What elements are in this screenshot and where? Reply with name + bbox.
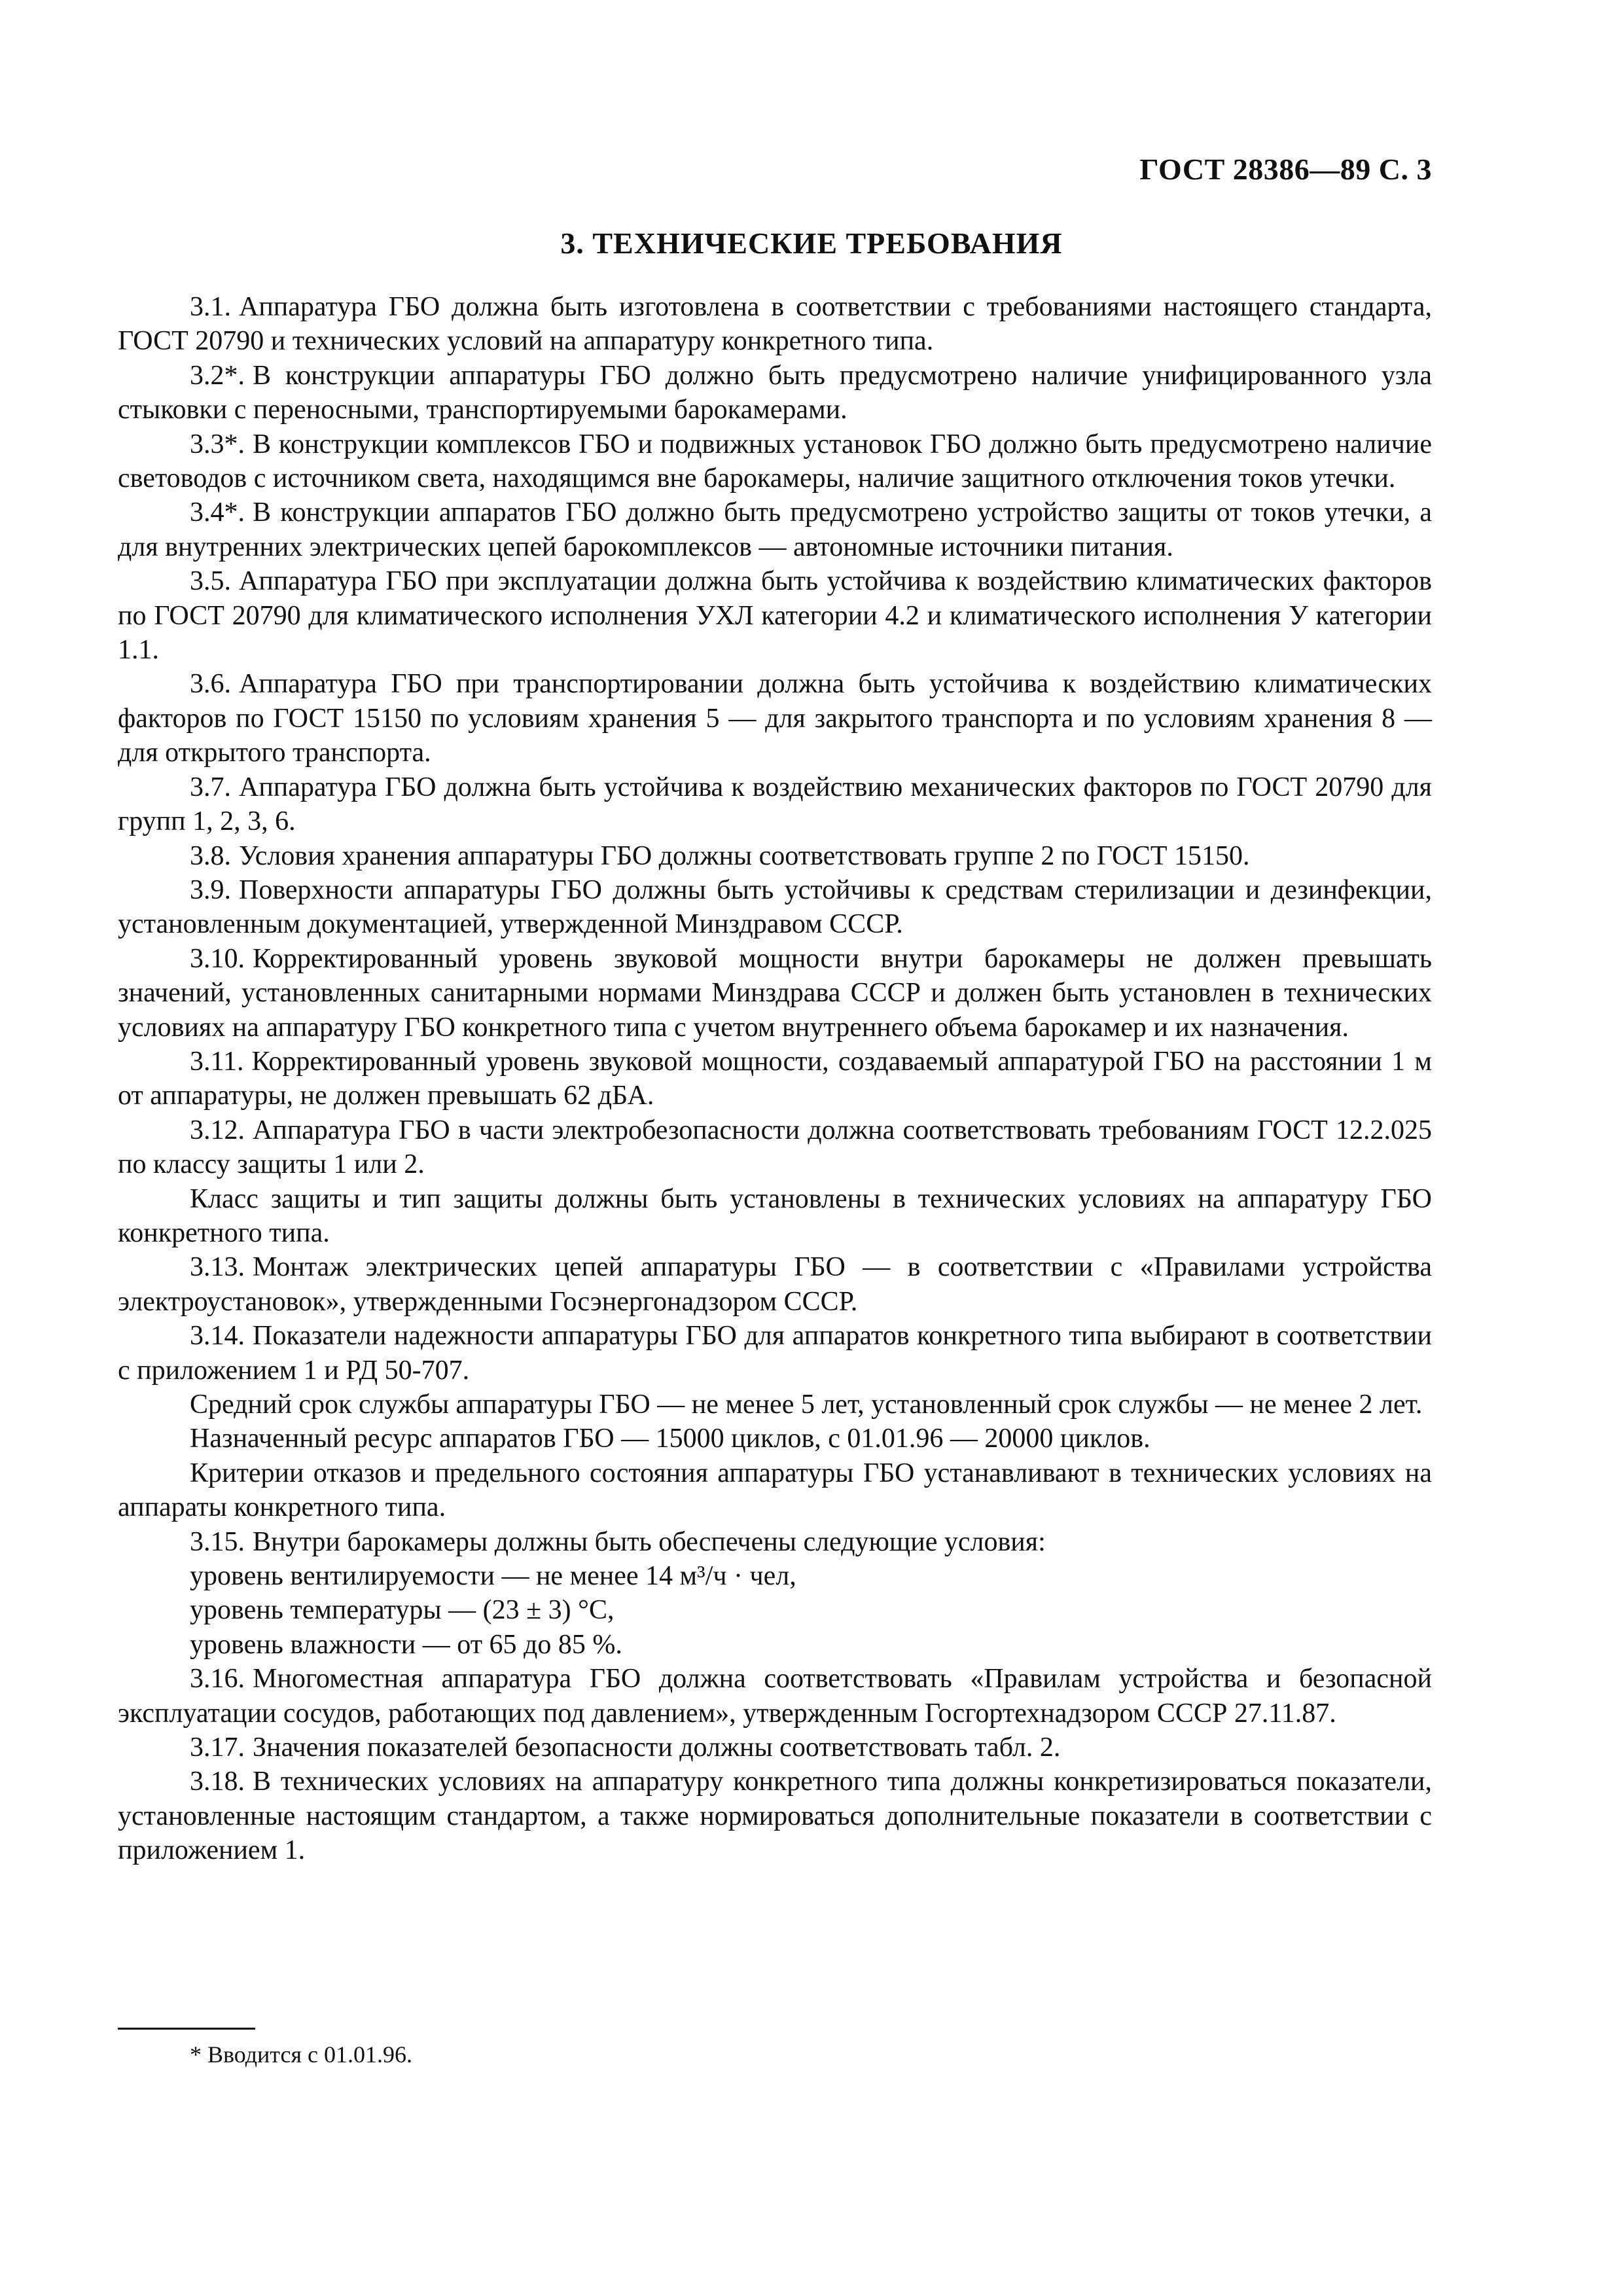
paragraph-number: 3.15. [190,1526,245,1557]
paragraph-text: Условия хранения аппаратуры ГБО должны соответствовать группе 2 по ГОСТ 15150. [239,840,1250,871]
paragraph-text: Значения показателей безопасности должны соответствовать табл. 2. [253,1732,1061,1763]
paragraph-3-11 [118,1045,1432,1113]
paragraph-3-13 [118,1250,1432,1319]
paragraph-number: 3.8. [190,840,231,871]
condition-ventilation: уровень вентилируемости — не менее 14 м³/ч · чел, [190,1561,796,1592]
paragraph-text: Критерии отказов и предельного состояния аппаратуры ГБО устанавливают в технических условиях на аппараты конкретного типа. [118,1458,1432,1523]
paragraph-text: В конструкции комплексов ГБО и подвижных установок ГБО должно быть предусмотрено наличие световодов с источником света, находящимся вне барокамеры, наличие защитного отключения токов утечки. [118,429,1432,494]
paragraph-text: Аппаратура ГБО в части электробезопасности должна соответствовать требованиям ГОСТ 12.2.025 по классу защиты 1 или 2. [118,1115,1432,1180]
paragraph-text: В конструкции аппаратуры ГБО должно быть предусмотрено наличие унифицированного узла стыковки с переносными, транспортируемыми барокамерами. [118,360,1432,425]
paragraph-number: 3.10. [190,943,245,974]
paragraph-number: 3.2*. [190,360,245,391]
paragraph-text: Средний срок службы аппаратуры ГБО — не менее 5 лет, установленный срок службы — не менее 2 лет. [190,1390,1423,1420]
paragraph-number: 3.3*. [190,429,245,459]
paragraph-text: Аппаратура ГБО должна быть устойчива к воздействию механических факторов по ГОСТ 20790 для групп 1, 2, 3, 6. [118,772,1432,837]
paragraph-3-9 [118,873,1432,942]
paragraph-text: Назначенный ресурс аппаратов ГБО — 15000 циклов, с 01.01.96 — 20000 циклов. [190,1424,1150,1454]
paragraph-service-life [118,1388,1432,1422]
paragraph-3-17 [118,1731,1432,1765]
section-title: 3. ТЕХНИЧЕСКИЕ ТРЕБОВАНИЯ [560,226,1063,260]
paragraph-number: 3.13. [190,1252,245,1283]
paragraph-3-5 [118,564,1432,667]
paragraph-number: 3.1. [190,292,231,322]
paragraph-3-1 [118,290,1432,359]
paragraph-3-15 [118,1525,1432,1559]
paragraph-3-4 [118,495,1432,564]
condition-temperature: уровень температуры — (23 ± 3) °С, [190,1595,615,1626]
paragraph-text: Корректированный уровень звуковой мощности внутри барокамеры не должен превышать значений, установленных санитарными нормами Минздрава СССР и должен быть установлен в технических условиях на аппаратуру ГБО конкретного типа с учетом внутреннего объема барокамер и их назначения. [118,943,1432,1043]
paragraph-3-10 [118,942,1432,1045]
paragraph-text: Внутри барокамеры должны быть обеспечены следующие условия: [253,1526,1046,1557]
paragraph-3-2 [118,359,1432,427]
paragraph-3-12 [118,1113,1432,1182]
footnote: * Вводится с 01.01.96. [190,2041,412,2068]
paragraph-number: 3.16. [190,1664,245,1695]
paragraph-text: Класс защиты и тип защиты должны быть установлены в технических условиях на аппаратуру ГБО конкретного типа. [118,1183,1432,1248]
page-header: ГОСТ 28386—89 С. 3 [1139,152,1432,186]
paragraph-number: 3.6. [190,669,231,700]
paragraph-number: 3.5. [190,566,231,597]
paragraph-3-18 [118,1765,1432,1867]
paragraph-3-16 [118,1662,1432,1731]
paragraph-3-7 [118,770,1432,839]
paragraph-text: Корректированный уровень звуковой мощности, создаваемый аппаратурой ГБО на расстоянии 1 м от аппаратуры, не должен превышать 62 дБА. [118,1046,1432,1111]
paragraph-number: 3.4*. [190,497,245,528]
paragraph-text: Аппаратура ГБО должна быть изготовлена в соответствии с требованиями настоящего стандарта, ГОСТ 20790 и технических условий на аппаратуру конкретного типа. [118,292,1432,357]
paragraph-text: Аппаратура ГБО при эксплуатации должна быть устойчива к воздействию климатических факторов по ГОСТ 20790 для климатического исполнения УХЛ категории 4.2 и климатического исполнения У категории 1.1. [118,566,1432,666]
paragraph-number: 3.7. [190,772,231,802]
paragraph-text: Показатели надежности аппаратуры ГБО для аппаратов конкретного типа выбирают в соответствии с приложением 1 и РД 50-707. [118,1321,1432,1386]
paragraph-number: 3.9. [190,874,231,905]
paragraph-3-3 [118,427,1432,496]
paragraph-text: Поверхности аппаратуры ГБО должны быть устойчивы к средствам стерилизации и дезинфекции, установленным документацией, утвержденной Минздравом СССР. [118,874,1432,940]
paragraph-number: 3.18. [190,1767,245,1797]
footnote-divider [118,2028,255,2030]
paragraph-text: Аппаратура ГБО при транспортировании должна быть устойчива к воздействию климатических факторов по ГОСТ 15150 по условиям хранения 5 — для закрытого транспорта и по условиям хранения 8 — для открытого транспорта. [118,669,1432,768]
document-body [118,290,1432,1868]
condition-humidity: уровень влажности — от 65 до 85 %. [190,1629,622,1660]
paragraph-3-8 [118,839,1432,873]
paragraph-failure-criteria [118,1456,1432,1525]
paragraph-number: 3.17. [190,1732,245,1763]
paragraph-3-6 [118,667,1432,770]
paragraph-text: В конструкции аппаратов ГБО должно быть предусмотрено устройство защиты от токов утечки, а для внутренних электрических цепей барокомплексов — автономные источники питания. [118,497,1432,562]
paragraph-resource [118,1422,1432,1456]
paragraph-number: 3.14. [190,1321,245,1352]
paragraph-text: Монтаж электрических цепей аппаратуры ГБО — в соответствии с «Правилами устройства электроустановок», утвержденными Госэнергонадзором СССР. [118,1252,1432,1317]
paragraph-3-14 [118,1319,1432,1388]
paragraph-number: 3.11. [190,1046,244,1077]
paragraph-number: 3.12. [190,1115,245,1145]
paragraph-text: В технических условиях на аппаратуру конкретного типа должны конкретизироваться показатели, установленные настоящим стандартом, а также нормироваться дополнительные показатели в соответствии с приложением 1. [118,1767,1432,1866]
paragraph-text: Многоместная аппаратура ГБО должна соответствовать «Правилам устройства и безопасной эксплуатации сосудов, работающих под давлением», утвержденным Госгортехнадзором СССР 27.11.87. [118,1664,1432,1729]
paragraph-3-12-continued [118,1182,1432,1251]
